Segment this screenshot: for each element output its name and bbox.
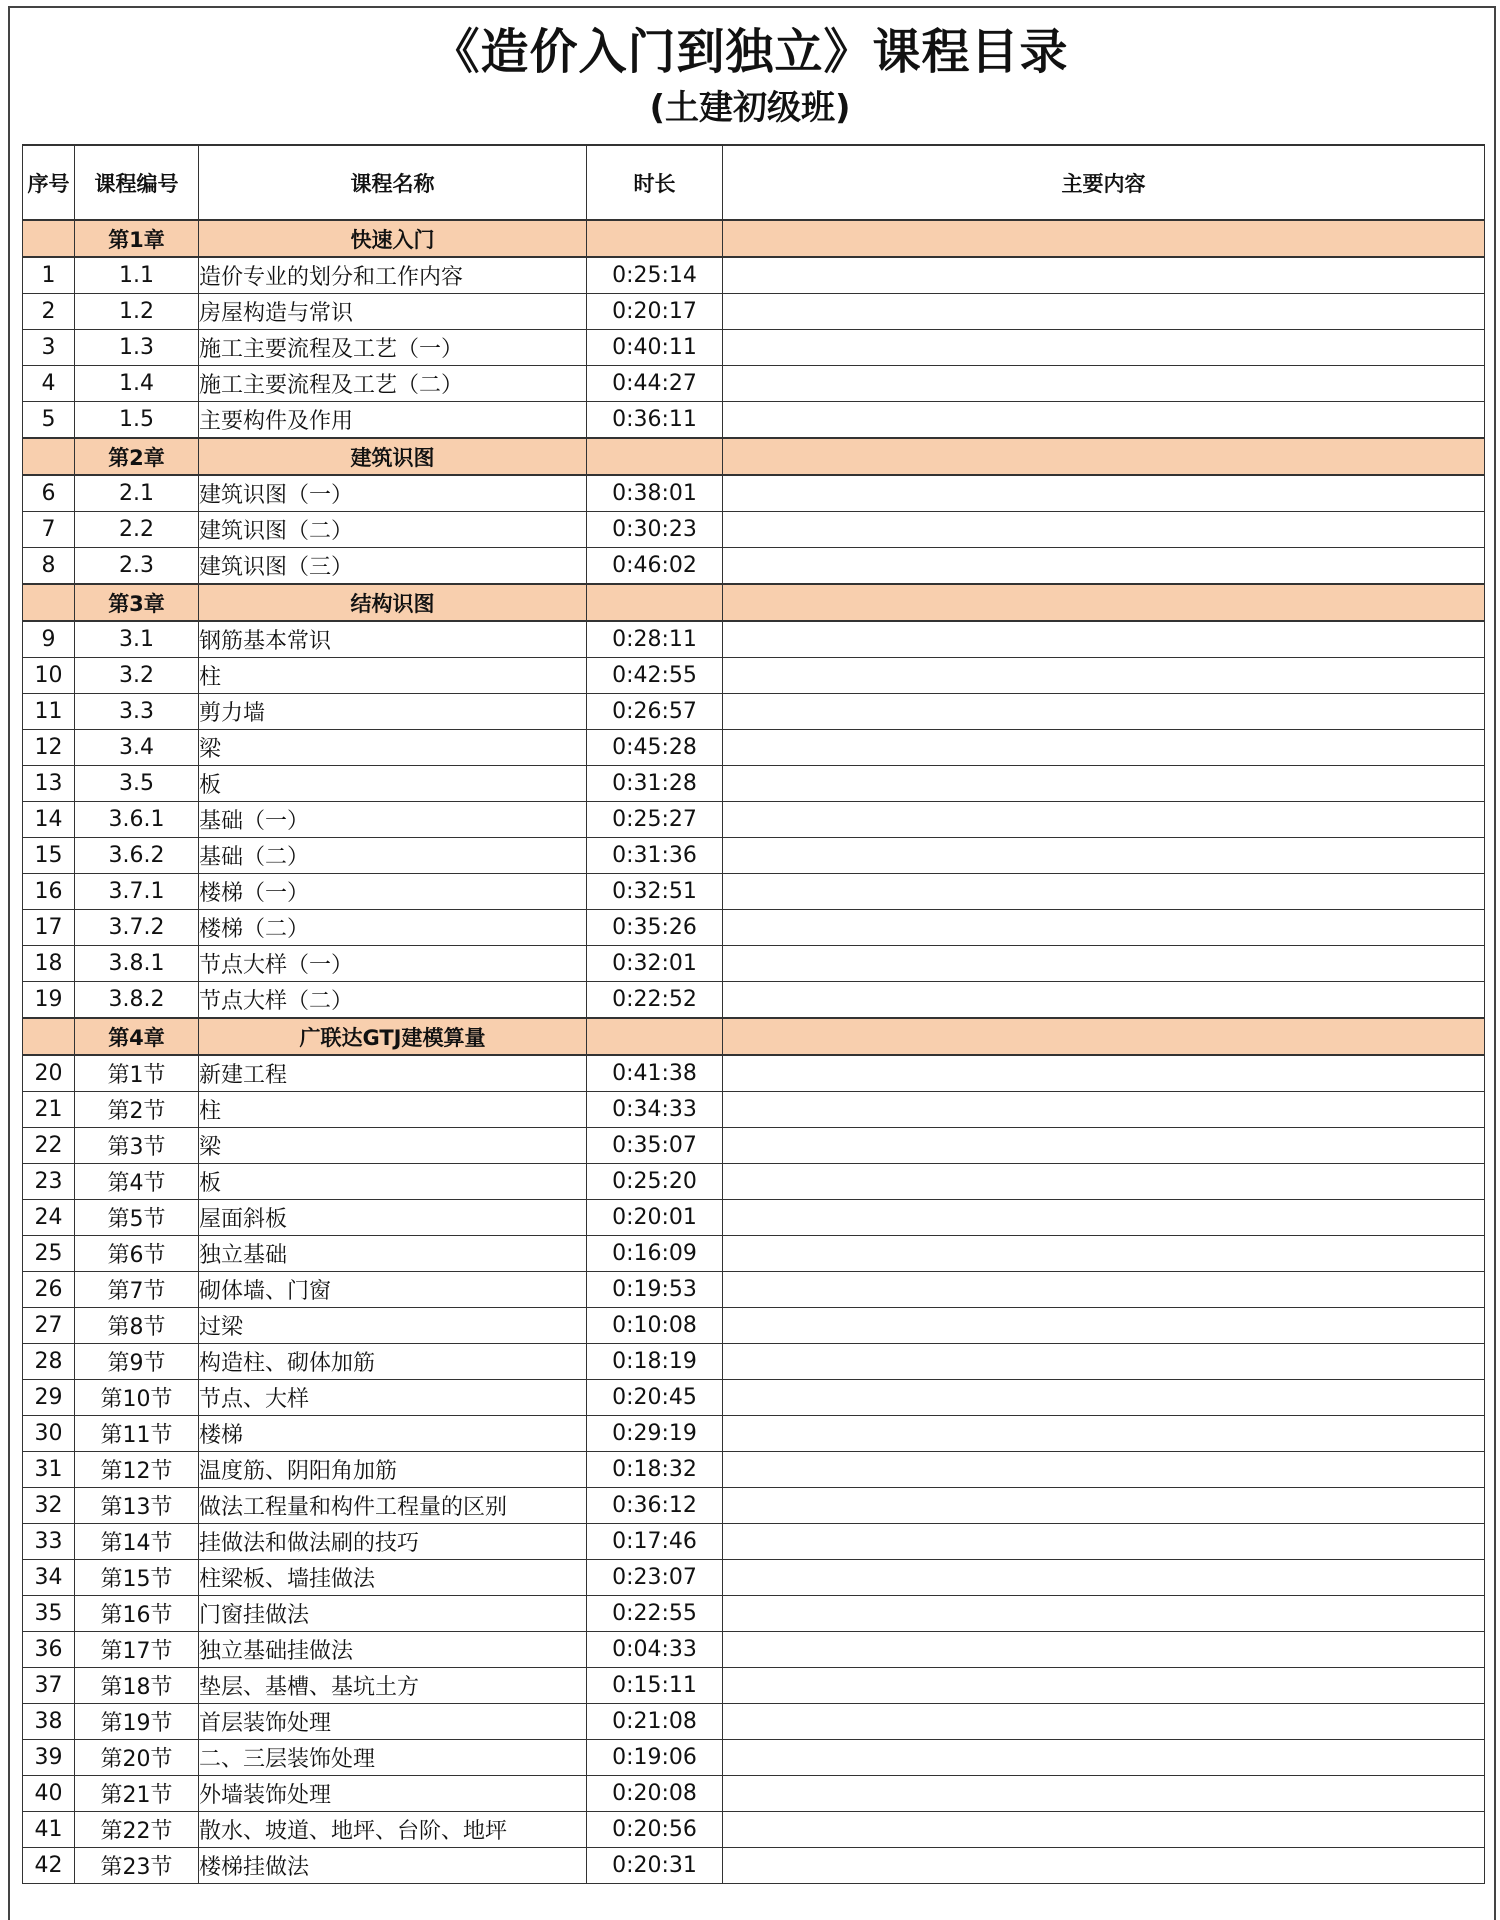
course-duration: 0:20:31 <box>587 1848 723 1884</box>
table-row <box>23 1452 1485 1488</box>
course-duration: 0:20:01 <box>587 1200 723 1236</box>
course-name: 独立基础挂做法 <box>199 1632 587 1668</box>
course-code: 第11节 <box>75 1416 199 1452</box>
row-number: 12 <box>23 730 75 766</box>
course-duration: 0:25:14 <box>587 257 723 294</box>
course-content <box>723 1380 1485 1416</box>
course-code: 第4节 <box>75 1164 199 1200</box>
table-row <box>23 1055 1485 1092</box>
course-duration: 0:10:08 <box>587 1308 723 1344</box>
course-content <box>723 802 1485 838</box>
course-name: 造价专业的划分和工作内容 <box>199 257 587 294</box>
table-row <box>23 874 1485 910</box>
chapter-num-cell <box>23 220 75 257</box>
course-duration: 0:35:26 <box>587 910 723 946</box>
table-row <box>23 1668 1485 1704</box>
chapter-code: 第2章 <box>75 438 199 475</box>
course-name: 过梁 <box>199 1308 587 1344</box>
course-name: 构造柱、砌体加筋 <box>199 1344 587 1380</box>
course-duration: 0:44:27 <box>587 366 723 402</box>
table-row <box>23 512 1485 548</box>
course-name: 节点大样（一） <box>199 946 587 982</box>
row-number: 29 <box>23 1380 75 1416</box>
row-number: 3 <box>23 330 75 366</box>
course-code: 3.6.2 <box>75 838 199 874</box>
chapter-content-cell <box>723 438 1485 475</box>
course-duration: 0:15:11 <box>587 1668 723 1704</box>
chapter-content-cell <box>723 1018 1485 1055</box>
course-content <box>723 1236 1485 1272</box>
course-code: 3.7.1 <box>75 874 199 910</box>
table-row <box>23 1200 1485 1236</box>
table-row <box>23 1488 1485 1524</box>
row-number: 25 <box>23 1236 75 1272</box>
table-row <box>23 766 1485 802</box>
row-number: 7 <box>23 512 75 548</box>
course-duration: 0:20:56 <box>587 1812 723 1848</box>
course-code: 第12节 <box>75 1452 199 1488</box>
row-number: 15 <box>23 838 75 874</box>
course-name: 基础（一） <box>199 802 587 838</box>
row-number: 31 <box>23 1452 75 1488</box>
course-code: 第1节 <box>75 1055 199 1092</box>
course-duration: 0:20:17 <box>587 294 723 330</box>
course-duration: 0:40:11 <box>587 330 723 366</box>
course-duration: 0:41:38 <box>587 1055 723 1092</box>
row-number: 36 <box>23 1632 75 1668</box>
row-number: 1 <box>23 257 75 294</box>
course-content <box>723 766 1485 802</box>
course-duration: 0:25:20 <box>587 1164 723 1200</box>
course-duration: 0:31:28 <box>587 766 723 802</box>
table-row <box>23 1236 1485 1272</box>
course-content <box>723 1632 1485 1668</box>
course-duration: 0:18:19 <box>587 1344 723 1380</box>
course-name: 节点大样（二） <box>199 982 587 1019</box>
course-duration: 0:22:55 <box>587 1596 723 1632</box>
course-content <box>723 257 1485 294</box>
table-row <box>23 730 1485 766</box>
course-duration: 0:38:01 <box>587 475 723 512</box>
row-number: 27 <box>23 1308 75 1344</box>
page-subtitle: (土建初级班) <box>649 88 851 128</box>
row-number: 33 <box>23 1524 75 1560</box>
chapter-row <box>23 1018 1485 1055</box>
header-name: 课程名称 <box>199 145 587 220</box>
course-code: 2.2 <box>75 512 199 548</box>
chapter-code: 第1章 <box>75 220 199 257</box>
course-name: 垫层、基槽、基坑土方 <box>199 1668 587 1704</box>
course-duration: 0:20:08 <box>587 1776 723 1812</box>
chapter-duration-cell <box>587 1018 723 1055</box>
course-name: 施工主要流程及工艺（一） <box>199 330 587 366</box>
course-code: 3.5 <box>75 766 199 802</box>
course-duration: 0:20:45 <box>587 1380 723 1416</box>
table-row <box>23 330 1485 366</box>
row-number: 8 <box>23 548 75 585</box>
course-code: 3.8.1 <box>75 946 199 982</box>
course-content <box>723 1488 1485 1524</box>
course-code: 3.2 <box>75 658 199 694</box>
course-content <box>723 694 1485 730</box>
course-name: 基础（二） <box>199 838 587 874</box>
course-duration: 0:16:09 <box>587 1236 723 1272</box>
row-number: 17 <box>23 910 75 946</box>
table-row <box>23 475 1485 512</box>
course-content <box>723 1740 1485 1776</box>
chapter-num-cell <box>23 438 75 475</box>
course-content <box>723 1272 1485 1308</box>
header-code: 课程编号 <box>75 145 199 220</box>
table-row <box>23 621 1485 658</box>
course-name: 钢筋基本常识 <box>199 621 587 658</box>
course-code: 第7节 <box>75 1272 199 1308</box>
course-name: 首层装饰处理 <box>199 1704 587 1740</box>
course-name: 砌体墙、门窗 <box>199 1272 587 1308</box>
header-num: 序号 <box>23 145 75 220</box>
course-duration: 0:21:08 <box>587 1704 723 1740</box>
row-number: 41 <box>23 1812 75 1848</box>
course-code: 3.7.2 <box>75 910 199 946</box>
course-code: 第13节 <box>75 1488 199 1524</box>
table-row <box>23 1380 1485 1416</box>
row-number: 18 <box>23 946 75 982</box>
course-content <box>723 294 1485 330</box>
course-content <box>723 366 1485 402</box>
course-name: 温度筋、阴阳角加筋 <box>199 1452 587 1488</box>
course-code: 第10节 <box>75 1380 199 1416</box>
course-name: 楼梯（二） <box>199 910 587 946</box>
course-code: 第18节 <box>75 1668 199 1704</box>
course-code: 第8节 <box>75 1308 199 1344</box>
course-duration: 0:17:46 <box>587 1524 723 1560</box>
course-code: 第16节 <box>75 1596 199 1632</box>
course-code: 2.3 <box>75 548 199 585</box>
course-code: 1.5 <box>75 402 199 439</box>
course-code: 第3节 <box>75 1128 199 1164</box>
course-name: 主要构件及作用 <box>199 402 587 439</box>
course-code: 3.3 <box>75 694 199 730</box>
table-row <box>23 1128 1485 1164</box>
table-row <box>23 946 1485 982</box>
course-content <box>723 512 1485 548</box>
course-name: 外墙装饰处理 <box>199 1776 587 1812</box>
row-number: 37 <box>23 1668 75 1704</box>
course-content <box>723 838 1485 874</box>
course-duration: 0:29:19 <box>587 1416 723 1452</box>
course-duration: 0:23:07 <box>587 1560 723 1596</box>
course-name: 独立基础 <box>199 1236 587 1272</box>
table-row <box>23 1308 1485 1344</box>
row-number: 10 <box>23 658 75 694</box>
row-number: 11 <box>23 694 75 730</box>
course-duration: 0:19:06 <box>587 1740 723 1776</box>
course-content <box>723 1128 1485 1164</box>
row-number: 42 <box>23 1848 75 1884</box>
course-code: 1.3 <box>75 330 199 366</box>
course-duration: 0:34:33 <box>587 1092 723 1128</box>
row-number: 38 <box>23 1704 75 1740</box>
course-code: 1.2 <box>75 294 199 330</box>
course-content <box>723 1416 1485 1452</box>
table-row <box>23 1848 1485 1884</box>
course-content <box>723 730 1485 766</box>
course-name: 节点、大样 <box>199 1380 587 1416</box>
course-code: 3.6.1 <box>75 802 199 838</box>
row-number: 40 <box>23 1776 75 1812</box>
course-content <box>723 1848 1485 1884</box>
course-content <box>723 1812 1485 1848</box>
table-header-row <box>23 145 1485 220</box>
chapter-duration-cell <box>587 584 723 621</box>
chapter-num-cell <box>23 584 75 621</box>
table-row <box>23 910 1485 946</box>
course-code: 第20节 <box>75 1740 199 1776</box>
course-code: 第15节 <box>75 1560 199 1596</box>
course-duration: 0:22:52 <box>587 982 723 1019</box>
course-table <box>22 144 1485 1884</box>
course-name: 施工主要流程及工艺（二） <box>199 366 587 402</box>
course-code: 1.4 <box>75 366 199 402</box>
course-code: 3.1 <box>75 621 199 658</box>
table-row <box>23 1560 1485 1596</box>
course-name: 梁 <box>199 730 587 766</box>
chapter-row <box>23 584 1485 621</box>
course-name: 楼梯（一） <box>199 874 587 910</box>
table-row <box>23 694 1485 730</box>
table-body <box>23 220 1485 1884</box>
row-number: 9 <box>23 621 75 658</box>
row-number: 30 <box>23 1416 75 1452</box>
course-duration: 0:46:02 <box>587 548 723 585</box>
row-number: 28 <box>23 1344 75 1380</box>
course-code: 第9节 <box>75 1344 199 1380</box>
course-code: 2.1 <box>75 475 199 512</box>
course-duration: 0:04:33 <box>587 1632 723 1668</box>
chapter-row <box>23 438 1485 475</box>
table-row <box>23 1524 1485 1560</box>
course-content <box>723 330 1485 366</box>
header-duration: 时长 <box>587 145 723 220</box>
course-code: 第22节 <box>75 1812 199 1848</box>
course-name: 新建工程 <box>199 1055 587 1092</box>
course-content <box>723 1524 1485 1560</box>
course-duration: 0:35:07 <box>587 1128 723 1164</box>
row-number: 13 <box>23 766 75 802</box>
course-content <box>723 1596 1485 1632</box>
row-number: 23 <box>23 1164 75 1200</box>
course-name: 挂做法和做法刷的技巧 <box>199 1524 587 1560</box>
course-name: 柱 <box>199 658 587 694</box>
course-name: 建筑识图（二） <box>199 512 587 548</box>
course-content <box>723 1308 1485 1344</box>
table-row <box>23 366 1485 402</box>
course-duration: 0:30:23 <box>587 512 723 548</box>
row-number: 35 <box>23 1596 75 1632</box>
course-content <box>723 910 1485 946</box>
table-row <box>23 1272 1485 1308</box>
course-duration: 0:32:01 <box>587 946 723 982</box>
course-content <box>723 1560 1485 1596</box>
chapter-title: 结构识图 <box>199 584 587 621</box>
table-row <box>23 1704 1485 1740</box>
course-content <box>723 1776 1485 1812</box>
course-name: 散水、坡道、地坪、台阶、地坪 <box>199 1812 587 1848</box>
course-content <box>723 548 1485 585</box>
row-number: 24 <box>23 1200 75 1236</box>
course-name: 楼梯挂做法 <box>199 1848 587 1884</box>
course-name: 板 <box>199 1164 587 1200</box>
chapter-num-cell <box>23 1018 75 1055</box>
chapter-title: 建筑识图 <box>199 438 587 475</box>
course-name: 剪力墙 <box>199 694 587 730</box>
row-number: 4 <box>23 366 75 402</box>
course-code: 第5节 <box>75 1200 199 1236</box>
row-number: 39 <box>23 1740 75 1776</box>
course-name: 建筑识图（三） <box>199 548 587 585</box>
course-name: 柱梁板、墙挂做法 <box>199 1560 587 1596</box>
chapter-code: 第3章 <box>75 584 199 621</box>
course-duration: 0:18:32 <box>587 1452 723 1488</box>
course-content <box>723 1164 1485 1200</box>
course-code: 第6节 <box>75 1236 199 1272</box>
course-content <box>723 658 1485 694</box>
row-number: 16 <box>23 874 75 910</box>
course-name: 梁 <box>199 1128 587 1164</box>
table-row <box>23 257 1485 294</box>
table-row <box>23 1596 1485 1632</box>
course-duration: 0:42:55 <box>587 658 723 694</box>
course-duration: 0:36:12 <box>587 1488 723 1524</box>
course-content <box>723 475 1485 512</box>
course-duration: 0:32:51 <box>587 874 723 910</box>
table-row <box>23 1164 1485 1200</box>
row-number: 19 <box>23 982 75 1019</box>
course-duration: 0:31:36 <box>587 838 723 874</box>
course-code: 第19节 <box>75 1704 199 1740</box>
table-row <box>23 402 1485 439</box>
course-duration: 0:19:53 <box>587 1272 723 1308</box>
course-name: 做法工程量和构件工程量的区别 <box>199 1488 587 1524</box>
row-number: 20 <box>23 1055 75 1092</box>
row-number: 21 <box>23 1092 75 1128</box>
course-content <box>723 1055 1485 1092</box>
course-content <box>723 946 1485 982</box>
row-number: 34 <box>23 1560 75 1596</box>
table-row <box>23 1812 1485 1848</box>
course-duration: 0:25:27 <box>587 802 723 838</box>
course-content <box>723 621 1485 658</box>
course-name: 屋面斜板 <box>199 1200 587 1236</box>
course-duration: 0:45:28 <box>587 730 723 766</box>
course-content <box>723 1200 1485 1236</box>
course-content <box>723 982 1485 1019</box>
table-row <box>23 1092 1485 1128</box>
table-row <box>23 1344 1485 1380</box>
chapter-title: 广联达GTJ建模算量 <box>199 1018 587 1055</box>
course-name: 二、三层装饰处理 <box>199 1740 587 1776</box>
course-code: 3.4 <box>75 730 199 766</box>
course-content <box>723 402 1485 439</box>
chapter-duration-cell <box>587 438 723 475</box>
course-content <box>723 1452 1485 1488</box>
table-row <box>23 658 1485 694</box>
course-content <box>723 1668 1485 1704</box>
row-number: 5 <box>23 402 75 439</box>
course-code: 3.8.2 <box>75 982 199 1019</box>
course-name: 建筑识图（一） <box>199 475 587 512</box>
table-row <box>23 294 1485 330</box>
course-content <box>723 1092 1485 1128</box>
course-code: 第23节 <box>75 1848 199 1884</box>
row-number: 32 <box>23 1488 75 1524</box>
course-duration: 0:28:11 <box>587 621 723 658</box>
course-code: 1.1 <box>75 257 199 294</box>
course-content <box>723 874 1485 910</box>
course-code: 第21节 <box>75 1776 199 1812</box>
course-name: 板 <box>199 766 587 802</box>
table-row <box>23 1740 1485 1776</box>
table-row <box>23 1416 1485 1452</box>
row-number: 22 <box>23 1128 75 1164</box>
table-row <box>23 1776 1485 1812</box>
chapter-row <box>23 220 1485 257</box>
row-number: 26 <box>23 1272 75 1308</box>
course-name: 门窗挂做法 <box>199 1596 587 1632</box>
chapter-content-cell <box>723 584 1485 621</box>
header-content: 主要内容 <box>723 145 1485 220</box>
course-name: 柱 <box>199 1092 587 1128</box>
course-code: 第17节 <box>75 1632 199 1668</box>
course-code: 第14节 <box>75 1524 199 1560</box>
course-name: 楼梯 <box>199 1416 587 1452</box>
chapter-content-cell <box>723 220 1485 257</box>
course-content <box>723 1344 1485 1380</box>
course-duration: 0:26:57 <box>587 694 723 730</box>
row-number: 14 <box>23 802 75 838</box>
course-name: 房屋构造与常识 <box>199 294 587 330</box>
page-title: 《造价入门到独立》课程目录 <box>431 24 1069 80</box>
chapter-title: 快速入门 <box>199 220 587 257</box>
table-row <box>23 1632 1485 1668</box>
course-content <box>723 1704 1485 1740</box>
table-row <box>23 982 1485 1019</box>
row-number: 2 <box>23 294 75 330</box>
chapter-code: 第4章 <box>75 1018 199 1055</box>
row-number: 6 <box>23 475 75 512</box>
course-duration: 0:36:11 <box>587 402 723 439</box>
chapter-duration-cell <box>587 220 723 257</box>
table-row <box>23 802 1485 838</box>
table-row <box>23 548 1485 585</box>
course-code: 第2节 <box>75 1092 199 1128</box>
table-row <box>23 838 1485 874</box>
